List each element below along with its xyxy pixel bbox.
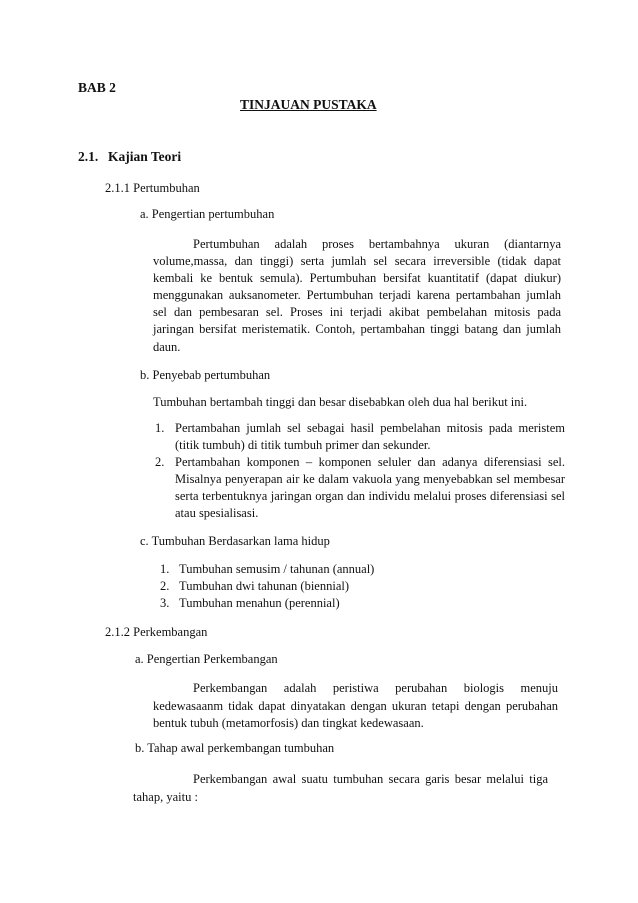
subsection-2-1-1-title: 2.1.1 Pertumbuhan	[105, 181, 200, 195]
list-item-number: 2.	[160, 579, 170, 593]
paragraph-pengertian-perkembangan: Perkembangan adalah peristiwa perubahan biologis menuju kedewasaanm tidak dapat dinyatakan dengan ukuran tetapi dengan perubahan bentuk tubuh (metamorfosis) dan tingkat kedewasaan.	[153, 681, 558, 730]
list-item-text: Tumbuhan semusim / tahunan (annual)	[179, 562, 375, 576]
heading-penyebab-pertumbuhan: b. Penyebab pertumbuhan	[140, 368, 271, 382]
paragraph-pengertian-pertumbuhan: Pertumbuhan adalah proses bertambahnya ukuran (diantarnya volume,massa, dan tinggi) serta jumlah sel secara irreversible (tidak dapat kembali ke bentuk semula). Pertumbuhan bersifat kuantitatif (dapat diukur) menggunakan auksanometer. Pertumbuhan terjadi karena pertambahan jumlah sel dan pembesaran sel. Proses ini terjadi akibat pembelahan mitosis pada jaringan bersifat meristematik. Contoh, pertambahan tinggi batang dan jumlah daun.	[153, 237, 561, 354]
list-item-number: 3.	[160, 596, 170, 610]
chapter-title: TINJAUAN PUSTAKA	[240, 97, 377, 112]
list-item-number: 2.	[155, 455, 165, 469]
list-item-text: Pertambahan jumlah sel sebagai hasil pembelahan mitosis pada meristem (titik tumbuh) di titik tumbuh primer dan sekunder.	[175, 421, 565, 452]
list-item-text: Tumbuhan menahun (perennial)	[179, 596, 340, 610]
paragraph-penyebab-intro: Tumbuhan bertambah tinggi dan besar disebabkan oleh dua hal berikut ini.	[153, 395, 528, 409]
list-item-text: Tumbuhan dwi tahunan (biennial)	[179, 579, 350, 593]
heading-tumbuhan-lama-hidup: c. Tumbuhan Berdasarkan lama hidup	[140, 534, 330, 548]
heading-pengertian-pertumbuhan: a. Pengertian pertumbuhan	[140, 207, 275, 221]
section-2-1-title: Kajian Teori	[108, 149, 182, 164]
heading-tahap-awal-perkembangan: b. Tahap awal perkembangan tumbuhan	[135, 741, 335, 755]
list-item-text: Pertambahan komponen – komponen seluler dan adanya diferensiasi sel. Misalnya penyerapan air ke dalam vakuola yang menyebabkan sel membesar serta terbentuknya jaringan organ dan individu melalui proses diferensiasi sel atau spesialisasi.	[175, 455, 565, 520]
chapter-label: BAB 2	[78, 80, 116, 95]
subsection-2-1-2-title: 2.1.2 Perkembangan	[105, 625, 208, 639]
list-item-number: 1.	[155, 421, 165, 435]
paragraph-tahap-awal-perkembangan: Perkembangan awal suatu tumbuhan secara garis besar melalui tiga tahap, yaitu :	[133, 772, 548, 804]
section-2-1-number: 2.1.	[78, 149, 99, 164]
heading-pengertian-perkembangan: a. Pengertian Perkembangan	[135, 652, 278, 666]
list-item-number: 1.	[160, 562, 170, 576]
